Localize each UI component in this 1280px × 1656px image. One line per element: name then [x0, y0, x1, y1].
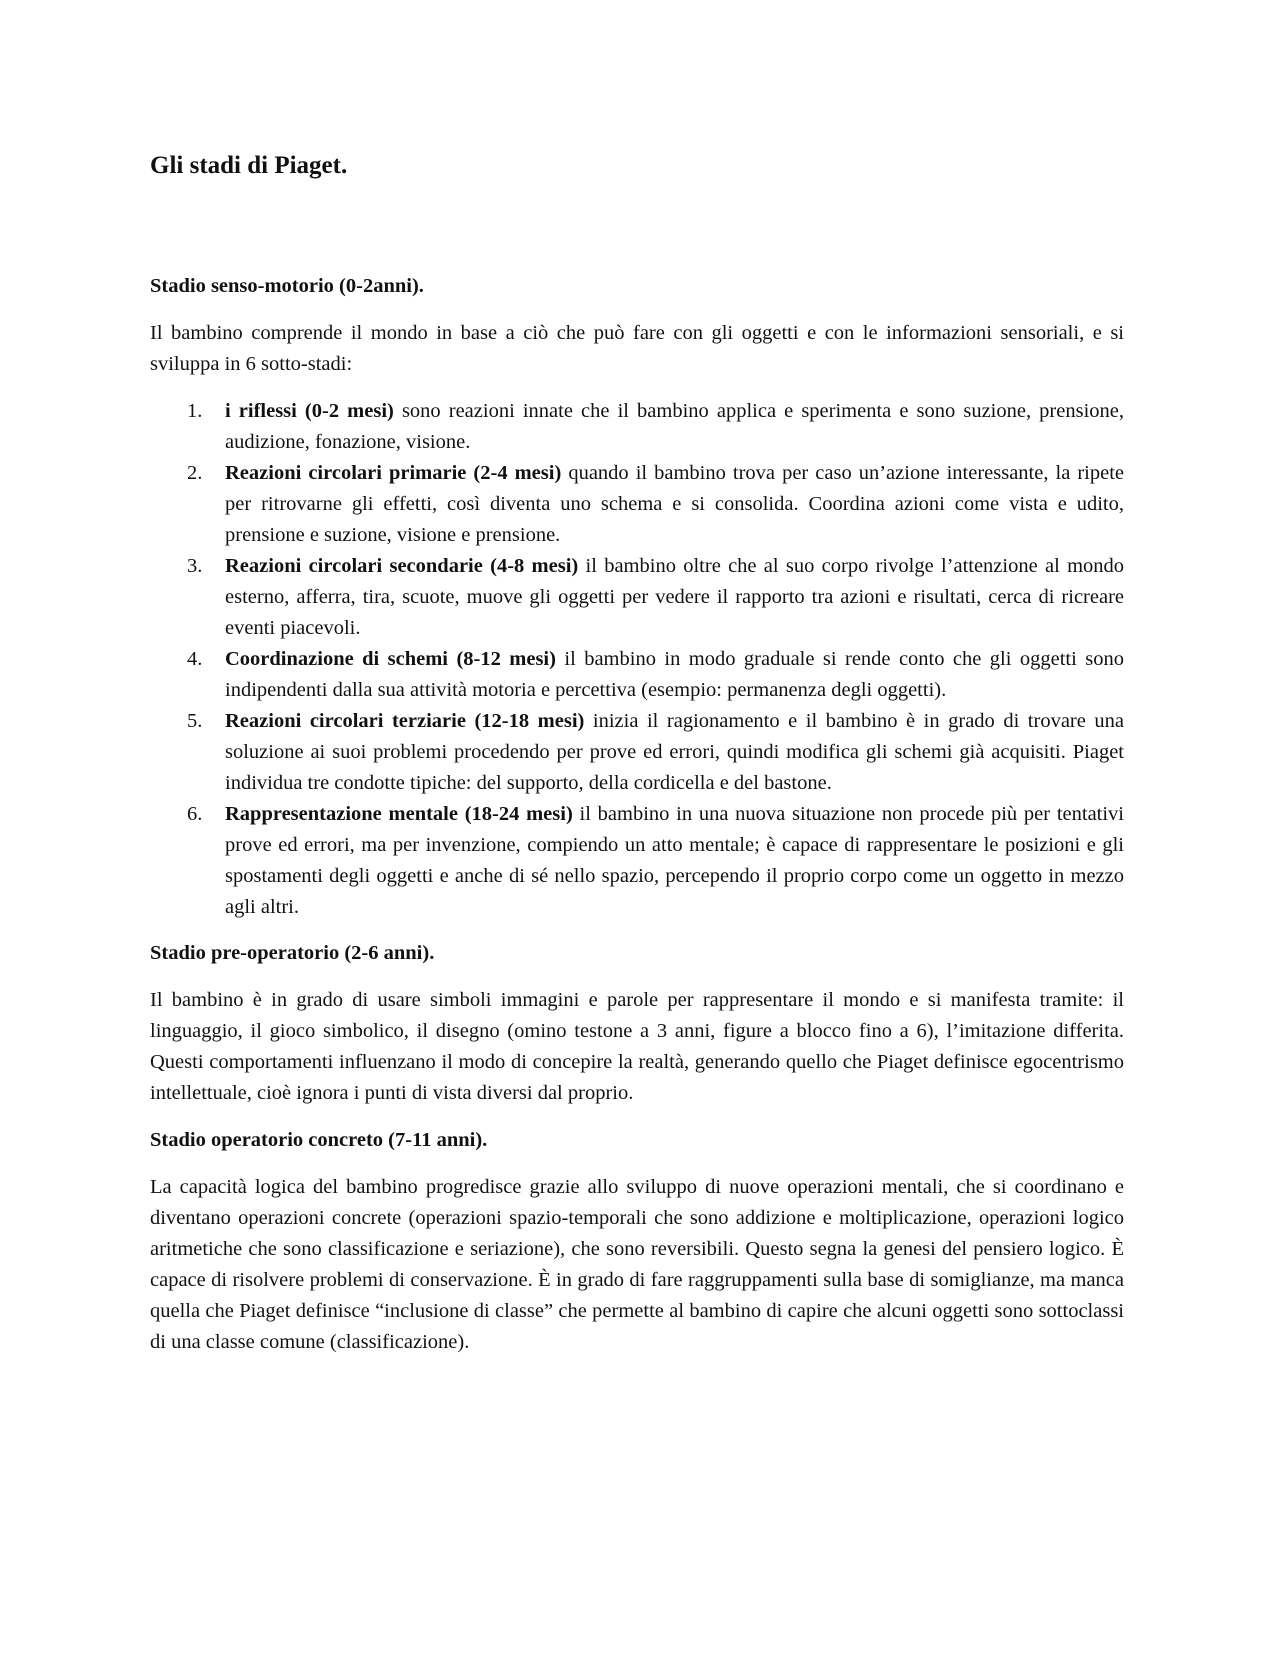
document-title: Gli stadi di Piaget.	[150, 152, 348, 179]
list-item-text: sono reazioni innate che il bambino applica e sperimenta e sono suzione, prensione, audizione, fonazione, visione.	[225, 400, 1125, 453]
section-body-operatorio-concreto: La capacità logica del bambino progredisce grazie allo sviluppo di nuove operazioni mentali, che si coordinano e diventano operazioni concrete (operazioni spazio-temporali che sono addizione e moltiplicazione, operazioni logico aritmetiche che sono classificazione e seriazione), che sono reversibili. Questo segna la genesi del pensiero logico. È capace di risolvere problemi di conservazione. È in grado di fare raggruppamenti sulla base di somiglianze, ma manca quella che Piaget definisce “inclusione di classe” che permette al bambino di capire che alcuni oggetti sono sottoclassi di una classe comune (classificazione).	[150, 1176, 1124, 1353]
list-item	[150, 706, 1124, 799]
list-item-number: 6.	[187, 803, 203, 825]
list-item-text: inizia il ragionamento e il bambino è in grado di trovare una soluzione ai suoi problemi procedendo per prove ed errori, quindi modifica gli schemi già acquisiti. Piaget individua tre condotte tipiche: del supporto, della cordicella e del bastone.	[225, 710, 1124, 794]
list-item-term: Rappresentazione mentale (18-24 mesi)	[225, 803, 573, 825]
list-item-text: il bambino in modo graduale si rende conto che gli oggetti sono indipendenti dalla sua attività motoria e percettiva (esempio: permanenza degli oggetti).	[225, 648, 1124, 701]
list-item-term: Reazioni circolari secondarie (4-8 mesi)	[225, 555, 579, 577]
section-intro-senso-motorio: Il bambino comprende il mondo in base a ciò che può fare con gli oggetti e con le informazioni sensoriali, e si sviluppa in 6 sotto-stadi:	[150, 322, 1124, 375]
list-item	[150, 551, 1124, 644]
list-item-number: 1.	[187, 400, 203, 422]
list-item-number: 2.	[187, 462, 203, 484]
list-item	[150, 644, 1124, 706]
list-item	[150, 396, 1124, 458]
list-item-text: il bambino in una nuova situazione non procede più per tentativi prove ed errori, ma per invenzione, compiendo un atto mentale; è capace di rappresentare le posizioni e gli spostamenti degli oggetti e anche di sé nello spazio, percependo il proprio corpo come un oggetto in mezzo agli altri.	[225, 803, 1125, 918]
list-item-number: 4.	[187, 648, 203, 670]
document-page	[150, 150, 1124, 1358]
list-item-term: i riflessi (0-2 mesi)	[225, 400, 394, 422]
list-item-text: quando il bambino trova per caso un’azione interessante, la ripete per ritrovarne gli effetti, così diventa uno schema e si consolida. Coordina azioni come vista e udito, prensione e suzione, visione e prensione.	[225, 462, 1125, 546]
list-item-term: Coordinazione di schemi (8-12 mesi)	[225, 648, 556, 670]
substages-list	[150, 396, 1124, 923]
list-item-term: Reazioni circolari terziarie (12-18 mesi)	[225, 710, 585, 732]
list-item-text: il bambino oltre che al suo corpo rivolge l’attenzione al mondo esterno, afferra, tira, scuote, muove gli oggetti per vedere il rapporto tra azioni e risultati, cerca di ricreare eventi piacevoli.	[225, 555, 1125, 639]
list-item	[150, 799, 1124, 923]
section-heading-operatorio-concreto: Stadio operatorio concreto (7-11 anni).	[150, 1129, 488, 1151]
section-body-pre-operatorio: Il bambino è in grado di usare simboli immagini e parole per rappresentare il mondo e si manifesta tramite: il linguaggio, il gioco simbolico, il disegno (omino testone a 3 anni, figure a blocco fino a 6), l’imitazione differita. Questi comportamenti influenzano il modo di concepire la realtà, generando quello che Piaget definisce egocentrismo intellettuale, cioè ignora i punti di vista diversi dal proprio.	[150, 989, 1124, 1104]
list-item-term: Reazioni circolari primarie (2-4 mesi)	[225, 462, 562, 484]
list-item-number: 3.	[187, 555, 203, 577]
list-item-number: 5.	[187, 710, 203, 732]
section-heading-senso-motorio: Stadio senso-motorio (0-2anni).	[150, 275, 424, 297]
list-item	[150, 458, 1124, 551]
section-heading-pre-operatorio: Stadio pre-operatorio (2-6 anni).	[150, 942, 435, 964]
